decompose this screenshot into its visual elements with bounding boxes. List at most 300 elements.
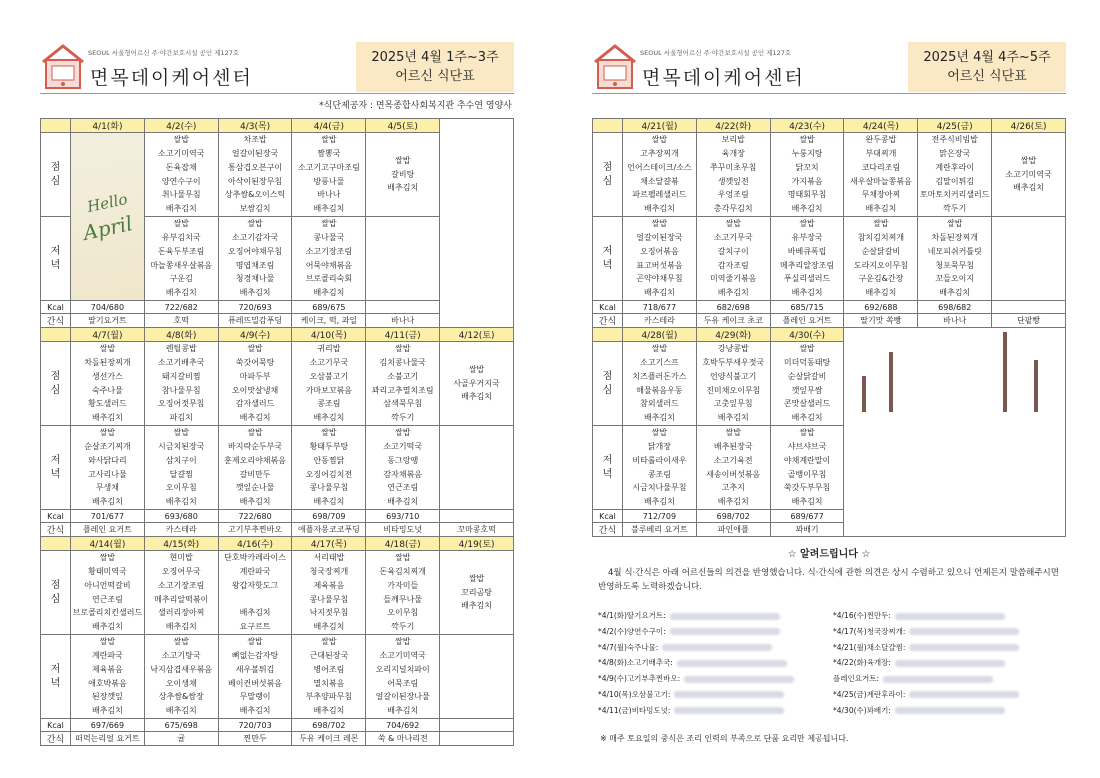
lunch-item: 전주식비빔밥 [931, 135, 978, 145]
dinner-item: 쑥갓두부무침 [783, 483, 831, 493]
lunch-item: 쌀밥 [99, 344, 116, 354]
dinner-item: 쌀밥 [394, 428, 411, 438]
label-char: 저 [50, 663, 61, 675]
lunch-item: 단호박카레라이스 [224, 553, 286, 563]
kcal-value: 675/698 [144, 719, 218, 732]
dinner-item: 바지락순두부국 [228, 442, 283, 452]
kcal-value: 704/692 [366, 719, 440, 732]
day-header: 4/1(화) [71, 119, 145, 133]
lunch-item: 깻잎무쌈 [791, 385, 823, 395]
day-header: 4/10(목) [292, 328, 366, 342]
dinner-item: 무말랭이 [239, 692, 271, 702]
april-text: April [80, 210, 135, 245]
lunch-item: 쌀밥 [173, 135, 189, 145]
review-label: 플레인요거트: [833, 674, 879, 684]
lunch-item: 소고기고구마조림 [297, 162, 360, 172]
dinner-item: 쌀밥 [725, 219, 741, 229]
day-header: 4/15(화) [144, 537, 218, 551]
label-char: 저 [602, 454, 613, 466]
lunch-item: 총각무김치 [713, 203, 753, 213]
lunch-item: 보리밥 [721, 135, 745, 145]
lunch-cell [992, 133, 1066, 217]
lunch-item: 방풍나물 [313, 176, 345, 186]
dinner-item: 새송이버섯볶음 [706, 469, 761, 479]
review-label: *4/16(수)찐만두: [833, 611, 891, 620]
dinner-cell [292, 217, 366, 301]
lunch-item: 순살닭갈비 [787, 371, 827, 381]
corner-cell [593, 328, 623, 342]
snack-value [440, 732, 514, 746]
dinner-item: 배추김치 [239, 287, 271, 297]
lunch-item: 귀리밥 [317, 344, 341, 354]
corner-cell [41, 328, 71, 342]
dinner-cell [144, 426, 218, 510]
review-label: *4/25(금)계란후라이: [833, 689, 906, 699]
lunch-item: 쌀밥 [1020, 155, 1037, 165]
day-header: 4/21(월) [623, 119, 697, 133]
day-header-row [41, 328, 514, 342]
lunch-item: 오이무침 [387, 608, 419, 618]
lunch-item: 서리태밥 [313, 553, 345, 563]
dinner-row [41, 426, 514, 510]
kcal-value: 682/698 [696, 301, 770, 314]
dinner-item: 명엽채조림 [235, 260, 275, 270]
snack-value: 파인애플 [696, 523, 770, 537]
dinner-item: 배추김치 [387, 705, 419, 715]
lunch-item: 누룽지탕 [791, 149, 823, 159]
kcal-label: Kcal [41, 510, 71, 523]
menu-page-1 [40, 40, 514, 746]
lunch-item: 차조밥 [243, 135, 267, 145]
dinner-item: 상추쌈&쌈장 [158, 692, 204, 702]
snack-value: 귤 [144, 732, 218, 746]
snack-row [593, 314, 1066, 328]
dinner-item: 참치김치찌개 [857, 233, 905, 243]
kcal-value [440, 719, 514, 732]
lunch-item: 깍두기 [943, 203, 967, 213]
lunch-item: 배추김치 [91, 412, 123, 422]
lunch-item: 쌀밥 [799, 344, 815, 354]
lunch-item: 배추김치 [313, 621, 345, 631]
lunch-item: 치즈플러돈가스 [632, 371, 687, 381]
day-header-row [593, 119, 1066, 133]
lunch-item: 생깻잎전 [717, 176, 749, 186]
blurred-comment [895, 707, 1005, 714]
lunch-cell [366, 551, 440, 635]
blurred-comment [674, 691, 784, 698]
dinner-item: 배추김치 [791, 496, 823, 506]
dinner-item: 쌀밥 [321, 219, 337, 229]
lunch-item: 배추김치 [165, 203, 197, 213]
lunch-item: 언어스테이크/소스 [627, 162, 692, 172]
notice-text: 4월 식·간식은 아래 어르신들의 의견을 반영했습니다. 식·간식에 관한 의견은 상시 수렴하고 있으니 언제든지 말씀해주시면 반영하도록 노력하겠습니다. [598, 568, 1059, 592]
dinner-item: 베이컨버섯볶음 [228, 678, 283, 688]
dinner-item: 훈제오리야채볶음 [224, 455, 286, 465]
dinner-item: 돈육두부조림 [158, 246, 205, 256]
dinner-item: 쌀밥 [173, 219, 189, 229]
kcal-row [593, 301, 1066, 314]
lunch-cell [292, 342, 366, 426]
snack-value: 호떡 [144, 314, 218, 328]
lunch-item: 토마토치커리샐러드 [919, 190, 990, 200]
dinner-item: 배추김치 [717, 496, 749, 506]
review-item [833, 671, 1060, 687]
hello-april-deco [71, 133, 145, 301]
lunch-row [41, 551, 514, 635]
corner-cell [41, 119, 71, 133]
day-header: 4/8(화) [144, 328, 218, 342]
dinner-cell [770, 426, 844, 510]
label-char: 심 [50, 384, 61, 396]
lunch-item: 숙주나물 [91, 385, 123, 395]
dinner-item: 배추김치 [387, 496, 419, 506]
snack-value: 플레인 요거트 [770, 314, 844, 328]
lunch-item: 배추김치 [239, 608, 271, 618]
dinner-item: 쌀밥 [321, 637, 337, 647]
dinner-row [41, 635, 514, 719]
lunch-item: 계란후라이 [935, 162, 975, 172]
snack-label: 간식 [41, 314, 71, 328]
dinner-item: 낙지삼겹새우볶음 [150, 664, 213, 674]
review-label: *4/22(화)육개장: [833, 658, 891, 668]
snack-value: 찐만두 [218, 732, 292, 746]
lunch-cell [71, 551, 145, 635]
menu-title-box [356, 42, 514, 92]
lunch-item: 마파두부 [239, 371, 271, 381]
lunch-item: 배추김치 [643, 203, 675, 213]
label-char: 녁 [50, 677, 61, 689]
label-char: 저 [602, 245, 613, 257]
label-char: 저 [50, 245, 61, 257]
dinner-item: 쌀밥 [651, 219, 668, 229]
lunch-item: 청국장찌개 [309, 567, 349, 577]
dinner-cell [992, 217, 1066, 301]
day-header: 4/9(수) [218, 328, 292, 342]
dinner-item: 골뱅이무침 [787, 469, 827, 479]
day-header-row [41, 537, 514, 551]
lunch-item: 돈육김치찌개 [379, 567, 426, 577]
snack-value: 쑥 & 마나리전 [366, 732, 440, 746]
day-header: 4/11(금) [366, 328, 440, 342]
lunch-item: 고추장찌개 [640, 149, 679, 159]
blurred-comment [674, 707, 784, 714]
dinner-cell [144, 217, 218, 301]
review-label: *4/11(금)비타밍도넛: [598, 705, 671, 715]
dinner-item: 쌀밥 [873, 219, 889, 229]
lunch-cell [440, 551, 514, 635]
lunch-cell [218, 551, 292, 635]
dinner-item: 소고기미역국 [379, 651, 426, 661]
review-item [833, 703, 1060, 719]
lunch-item: 통삼겹오븐구이 [228, 162, 283, 172]
lunch-item: 갈비탕 [391, 169, 415, 179]
lunch-item: 오이맛살냉채 [231, 385, 279, 395]
kcal-label: Kcal [593, 301, 623, 314]
lunch-cell [366, 133, 440, 217]
snack-value: 고기부추찐바오 [218, 523, 292, 537]
lunch-item: 배추김치 [91, 621, 123, 631]
kcal-label: Kcal [593, 510, 623, 523]
lunch-item: 소고기미역국 [1005, 169, 1052, 179]
review-label: *4/2(수)양연수구이: [598, 626, 666, 636]
kcal-value: 701/677 [71, 510, 145, 523]
dinner-item: 쌀밥 [99, 637, 116, 647]
review-item [598, 655, 825, 671]
lunch-item: 해물볶음우동 [636, 385, 683, 395]
kcal-value: 693/710 [366, 510, 440, 523]
lunch-item: 고춧잎무침 [713, 399, 753, 409]
cherry-blossom-cell [844, 328, 1066, 537]
kcal-row [41, 719, 514, 732]
dinner-cell [292, 426, 366, 510]
dinner-item: 쌀밥 [247, 637, 263, 647]
dinner-item: 오징어김치전 [305, 469, 353, 479]
lunch-item: 쌀밥 [247, 344, 263, 354]
lunch-item: 파르펠레샐러드 [632, 190, 687, 200]
snack-label: 간식 [41, 523, 71, 537]
menu-period: 2025년 4월 1주~3주 [371, 50, 499, 65]
day-header: 4/28(월) [623, 328, 697, 342]
dinner-cell [623, 217, 697, 301]
dinner-cell [144, 635, 218, 719]
kcal-value [440, 510, 514, 523]
dinner-cell [918, 217, 992, 301]
dinner-item: 소고기감자국 [231, 233, 279, 243]
center-name: 면목데이케어센터 [642, 67, 805, 89]
lunch-item: 참나물무침 [161, 385, 201, 395]
dinner-item: 배추김치 [91, 496, 123, 506]
lunch-item: 렌틸콩밥 [165, 344, 197, 354]
dinner-item: 도라지오이무침 [853, 260, 908, 270]
blurred-comment [895, 613, 1005, 620]
dinner-cell [770, 217, 844, 301]
lunch-item: 쌀밥 [394, 553, 411, 563]
lunch-item: 메추리알떡볶이 [154, 594, 209, 604]
menu-table [592, 118, 1066, 537]
dinner-item: 쌀밥 [799, 219, 815, 229]
kcal-label: Kcal [41, 719, 71, 732]
dinner-item: 바베큐폭립 [787, 246, 827, 256]
dinner-item: 콩나물국 [313, 233, 345, 243]
review-label: *4/1(화)딸기요거트: [598, 611, 666, 620]
dinner-item: 쌀밥 [946, 219, 963, 229]
snack-value: 카스테라 [623, 314, 697, 328]
lunch-item: 황태미역국 [88, 567, 127, 577]
review-label: *4/9(수)고기부추찐바오: [598, 674, 681, 684]
snack-value: 바나나 [918, 314, 992, 328]
dinner-cell [71, 426, 145, 510]
snack-value: 두유 케이크 레몬 [292, 732, 366, 746]
dinner-item: 동그랑땡 [387, 455, 419, 465]
dinner-item: 소고기육전 [713, 455, 753, 465]
dinner-item: 오이무침 [165, 483, 197, 493]
lunch-item: 우엉조림 [717, 190, 749, 200]
lunch-item: 배추김치 [387, 183, 419, 193]
dinner-item: 닭개장 [647, 442, 671, 452]
lunch-item: 쌀밥 [651, 135, 668, 145]
dinner-item: 순살닭갈비 [861, 246, 901, 256]
dinner-item: 배추김치 [165, 705, 197, 715]
menu-table [40, 118, 514, 746]
lunch-item: 짬뽕국 [317, 149, 341, 159]
label-char: 심 [50, 593, 61, 605]
lunch-cell [696, 342, 770, 426]
lunch-item: 무채장아찌 [861, 190, 901, 200]
dinner-item: 차돌된장찌개 [931, 233, 978, 243]
kcal-value: 689/677 [770, 510, 844, 523]
dinner-label [593, 426, 623, 510]
dinner-cell [366, 426, 440, 510]
label-char: 녁 [50, 259, 61, 271]
label-char: 점 [50, 579, 61, 591]
lunch-item: 제육볶음 [313, 580, 345, 590]
lunch-cell [844, 133, 918, 217]
review-list [598, 608, 1060, 719]
dinner-cell [623, 426, 697, 510]
snack-value: 딸기요거트 [71, 314, 145, 328]
day-header: 4/7(월) [71, 328, 145, 342]
dinner-item: 배추김치 [239, 705, 271, 715]
lunch-item: 맑은장국 [939, 149, 971, 159]
lunch-item [219, 593, 292, 607]
dinner-item: 쌀밥 [651, 428, 668, 438]
dinner-item: 배추김치 [313, 496, 345, 506]
kcal-label: Kcal [41, 301, 71, 314]
lunch-item: 쌀밥 [394, 344, 411, 354]
house-logo-icon [42, 44, 84, 90]
dinner-item: 깻잎순나물 [235, 483, 275, 493]
dinner-item: 쌀밥 [321, 428, 337, 438]
blurred-comment [684, 676, 794, 683]
lunch-cell [696, 133, 770, 217]
dinner-item: 감자채볶음 [383, 469, 423, 479]
lunch-item: 배추김치 [313, 412, 345, 422]
dinner-item: 쌀밥 [247, 219, 263, 229]
corner-cell [41, 537, 71, 551]
dinner-item: 야채계란말이 [783, 455, 831, 465]
lunch-label [41, 342, 71, 426]
lunch-item: 닭꼬치 [795, 162, 819, 172]
lunch-item: 낙지젓무침 [309, 608, 349, 618]
dinner-item: 오리지널치파이 [375, 664, 430, 674]
lunch-item: 완두콩밥 [865, 135, 897, 145]
dinner-item: 제육볶음 [91, 664, 123, 674]
blurred-comment [662, 644, 772, 651]
dinner-item: 순살조기찌개 [84, 442, 131, 452]
dinner-item: 오징어볶음 [640, 246, 679, 256]
lunch-item: 코다리조림 [861, 162, 901, 172]
kcal-value: 697/669 [71, 719, 145, 732]
menu-title: 어르신 식단표 [947, 69, 1027, 84]
dinner-item: 마늘쫑새우살볶음 [150, 260, 213, 270]
snack-value: 단팥빵 [992, 314, 1066, 328]
lunch-item: 샐러리장아찌 [158, 608, 205, 618]
snack-value: 퓨레뜨밀감푸딩 [218, 314, 292, 328]
dinner-item: 애호박볶음 [88, 678, 127, 688]
review-label: *4/7(월)숙주나물: [598, 642, 659, 652]
dinner-cell [218, 635, 292, 719]
page-header [40, 40, 514, 94]
lunch-item: 가자미들 [387, 580, 419, 590]
dinner-item: 뼈없는감자탕 [231, 651, 279, 661]
dinner-cell [366, 635, 440, 719]
menu-period: 2025년 4월 4주~5주 [923, 50, 1051, 65]
dinner-item: 샤브샤브국 [787, 442, 827, 452]
lunch-item: 아니언떡갈비 [84, 580, 131, 590]
lunch-item: 쌀밥 [321, 135, 337, 145]
label-char: 심 [602, 175, 613, 187]
lunch-item: 언양식불고기 [710, 371, 757, 381]
tree-trunk [862, 376, 866, 412]
dinner-item: 소고기장조림 [305, 246, 353, 256]
footnote: ※ 매주 토요일의 중식은 조리 인력의 부족으로 단품 요리만 제공됩니다. [600, 733, 849, 743]
menu-title-box [908, 42, 1066, 92]
review-item [598, 640, 825, 656]
lunch-cell [292, 133, 366, 217]
tree-trunk [889, 352, 893, 412]
dinner-cell [440, 635, 514, 719]
tree-trunk [1034, 360, 1038, 412]
dinner-item: 푸실리샐러드 [783, 274, 831, 284]
notice-title: ☆ 알려드립니다 ☆ [787, 549, 871, 560]
dinner-item: 배추김치 [643, 287, 675, 297]
review-item [598, 624, 825, 640]
day-header: 4/25(금) [918, 119, 992, 133]
dinner-item: 구운김 [169, 274, 193, 284]
dinner-item: 콩나물무침 [309, 483, 349, 493]
day-header-row [593, 328, 1066, 342]
lunch-item: 가마보꼬볶음 [305, 385, 353, 395]
dinner-label [41, 426, 71, 510]
lunch-item: 황도샐러드 [88, 399, 127, 409]
review-label: *4/30(수)꽈배기: [833, 705, 891, 715]
kcal-value: 685/715 [770, 301, 844, 314]
lunch-item: 꽈리고추멸치조림 [371, 385, 434, 395]
menu-title: 어르신 식단표 [395, 69, 475, 84]
dinner-item: 배추김치 [717, 287, 749, 297]
lunch-item: 배추김치 [313, 203, 345, 213]
lunch-cell [623, 133, 697, 217]
lunch-item: 가지볶음 [791, 176, 823, 186]
dinner-cell [218, 217, 292, 301]
hello-text: Hello [85, 189, 130, 216]
dinner-item: 콩조림 [647, 469, 671, 479]
dinner-item: 배추김치 [643, 496, 675, 506]
lunch-item: 김치콩나물국 [379, 358, 426, 368]
dinner-item: 병어조림 [313, 664, 345, 674]
lunch-item: 강낭콩밥 [717, 344, 749, 354]
dinner-item: 네모피쉬커틀릿 [927, 246, 982, 256]
lunch-label [41, 551, 71, 635]
blurred-comment [909, 628, 1019, 635]
snack-value: 비타밍도넛 [366, 523, 440, 537]
dinner-item: 청포묵무침 [935, 260, 975, 270]
kcal-value: 720/703 [218, 719, 292, 732]
day-header: 4/19(토) [440, 537, 514, 551]
corner-cell [593, 119, 623, 133]
notice-section [592, 537, 1066, 744]
lunch-cell [144, 551, 218, 635]
lunch-item: 보쌈김치 [239, 203, 271, 213]
lunch-item: 소불고기 [387, 371, 419, 381]
lunch-item: 꼬리곰탕 [461, 587, 493, 597]
dinner-item: 계란파국 [91, 651, 123, 661]
snack-value: 바나나 [366, 314, 440, 328]
dinner-item: 달걀찜 [169, 469, 193, 479]
dinner-item: 연근조림 [387, 483, 419, 493]
blurred-comment [895, 660, 1005, 667]
lunch-item: 오삼불고기 [309, 371, 349, 381]
